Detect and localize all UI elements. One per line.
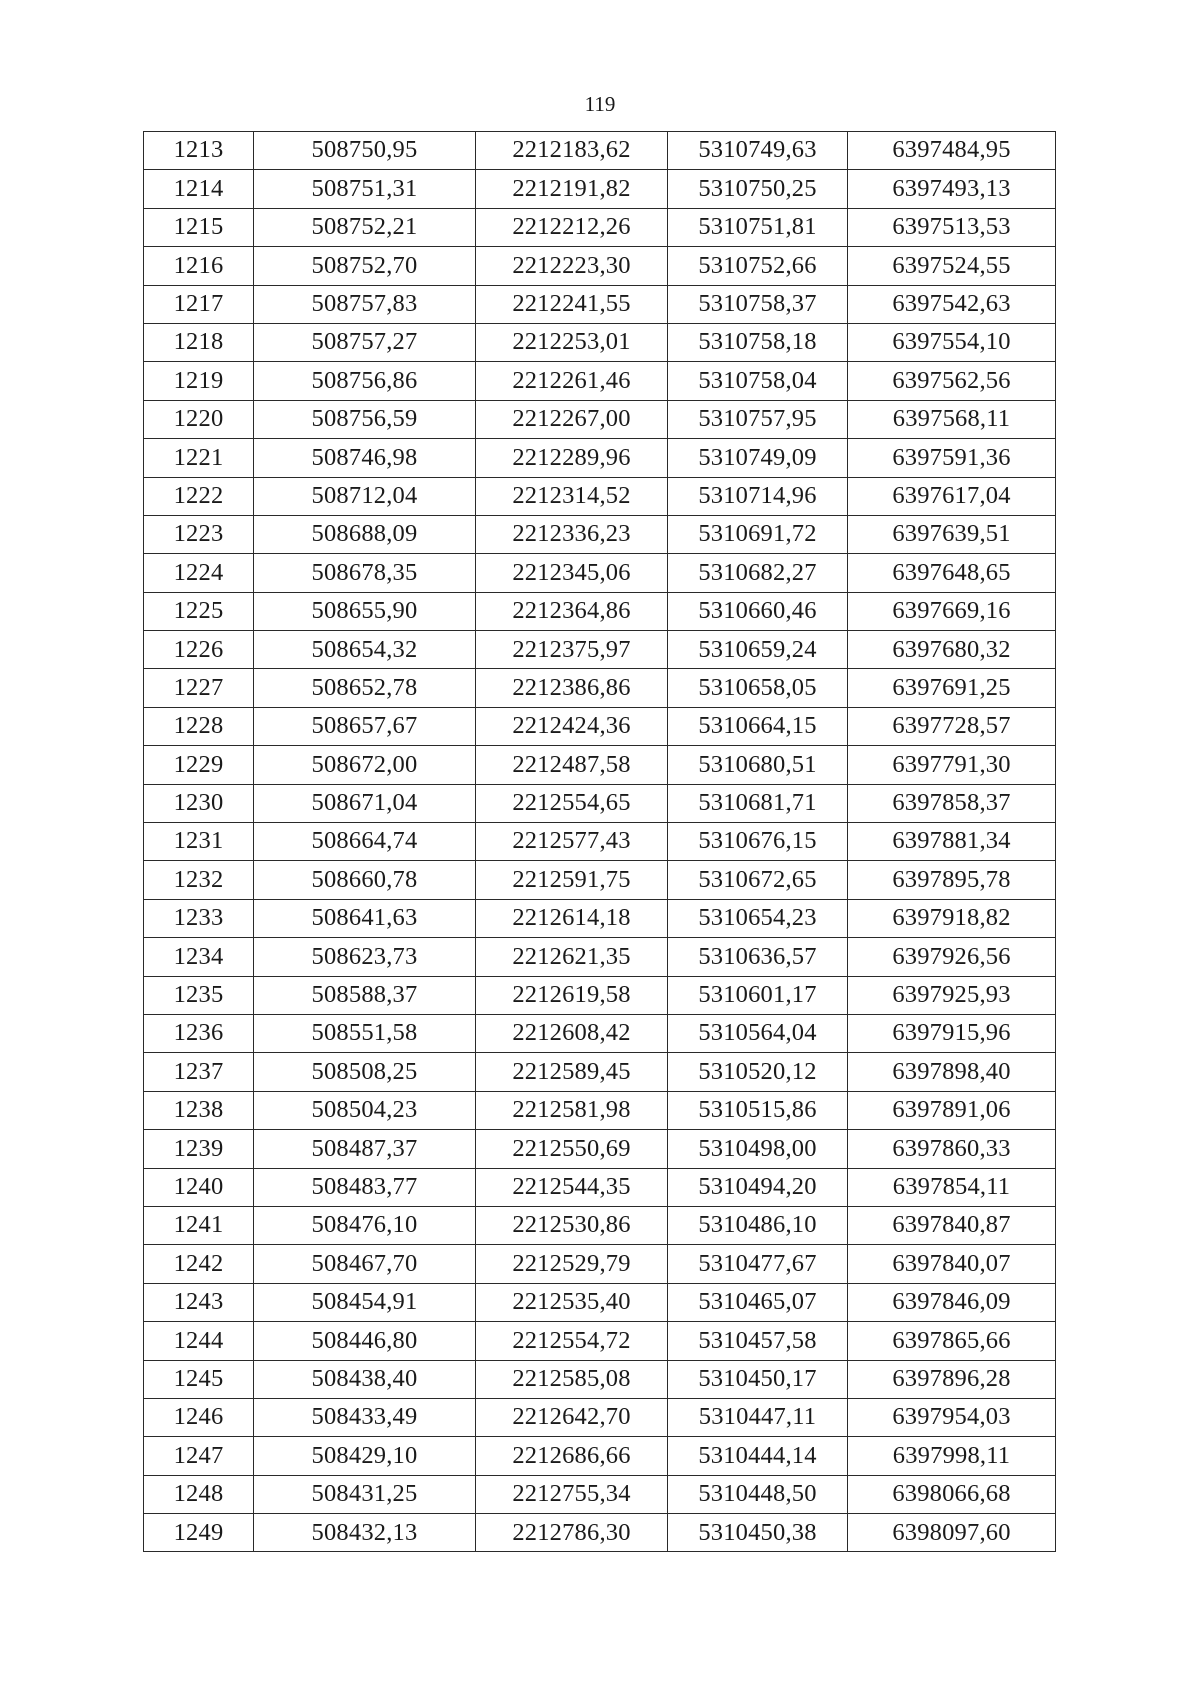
y2-coordinate-cell: 6397648,65 [848, 554, 1056, 592]
y-coordinate-cell: 2212614,18 [476, 899, 668, 937]
y-coordinate-cell: 2212375,97 [476, 631, 668, 669]
table-row [144, 1437, 1056, 1475]
table-row [144, 1514, 1056, 1552]
y-coordinate-cell: 2212267,00 [476, 400, 668, 438]
x-coordinate-cell: 508446,80 [254, 1322, 476, 1360]
y-coordinate-cell: 2212289,96 [476, 439, 668, 477]
y-coordinate-cell: 2212554,65 [476, 784, 668, 822]
x2-coordinate-cell: 5310658,05 [668, 669, 848, 707]
page-number: 119 [584, 92, 616, 116]
y-coordinate-cell: 2212581,98 [476, 1091, 668, 1129]
x2-coordinate-cell: 5310752,66 [668, 247, 848, 285]
y-coordinate-cell: 2212364,86 [476, 592, 668, 630]
point-number-cell: 1218 [144, 323, 254, 361]
point-number-cell: 1215 [144, 208, 254, 246]
point-number-cell: 1227 [144, 669, 254, 707]
x-coordinate-cell: 508757,83 [254, 285, 476, 323]
x-coordinate-cell: 508476,10 [254, 1206, 476, 1244]
y2-coordinate-cell: 6397895,78 [848, 861, 1056, 899]
y-coordinate-cell: 2212261,46 [476, 362, 668, 400]
x-coordinate-cell: 508504,23 [254, 1091, 476, 1129]
x-coordinate-cell: 508654,32 [254, 631, 476, 669]
table-row [144, 1091, 1056, 1129]
x2-coordinate-cell: 5310758,04 [668, 362, 848, 400]
table-row [144, 899, 1056, 937]
x-coordinate-cell: 508623,73 [254, 938, 476, 976]
table-row [144, 669, 1056, 707]
y2-coordinate-cell: 6397568,11 [848, 400, 1056, 438]
point-number-cell: 1222 [144, 477, 254, 515]
y-coordinate-cell: 2212487,58 [476, 746, 668, 784]
y2-coordinate-cell: 6397513,53 [848, 208, 1056, 246]
y-coordinate-cell: 2212345,06 [476, 554, 668, 592]
x2-coordinate-cell: 5310749,09 [668, 439, 848, 477]
table-row [144, 1014, 1056, 1052]
y2-coordinate-cell: 6397846,09 [848, 1283, 1056, 1321]
table-row [144, 1283, 1056, 1321]
y2-coordinate-cell: 6397680,32 [848, 631, 1056, 669]
y-coordinate-cell: 2212550,69 [476, 1130, 668, 1168]
point-number-cell: 1236 [144, 1014, 254, 1052]
y-coordinate-cell: 2212577,43 [476, 823, 668, 861]
x2-coordinate-cell: 5310714,96 [668, 477, 848, 515]
y-coordinate-cell: 2212621,35 [476, 938, 668, 976]
point-number-cell: 1220 [144, 400, 254, 438]
x-coordinate-cell: 508678,35 [254, 554, 476, 592]
x-coordinate-cell: 508664,74 [254, 823, 476, 861]
x-coordinate-cell: 508757,27 [254, 323, 476, 361]
x-coordinate-cell: 508671,04 [254, 784, 476, 822]
point-number-cell: 1244 [144, 1322, 254, 1360]
point-number-cell: 1240 [144, 1168, 254, 1206]
x2-coordinate-cell: 5310444,14 [668, 1437, 848, 1475]
table-row [144, 208, 1056, 246]
y-coordinate-cell: 2212212,26 [476, 208, 668, 246]
x-coordinate-cell: 508750,95 [254, 132, 476, 170]
point-number-cell: 1214 [144, 170, 254, 208]
table-row [144, 1053, 1056, 1091]
x-coordinate-cell: 508660,78 [254, 861, 476, 899]
point-number-cell: 1248 [144, 1475, 254, 1513]
table-row [144, 132, 1056, 170]
x-coordinate-cell: 508756,59 [254, 400, 476, 438]
y-coordinate-cell: 2212386,86 [476, 669, 668, 707]
x2-coordinate-cell: 5310477,67 [668, 1245, 848, 1283]
table-row [144, 285, 1056, 323]
y2-coordinate-cell: 6397840,87 [848, 1206, 1056, 1244]
y-coordinate-cell: 2212314,52 [476, 477, 668, 515]
x2-coordinate-cell: 5310664,15 [668, 707, 848, 745]
y-coordinate-cell: 2212786,30 [476, 1514, 668, 1552]
x2-coordinate-cell: 5310486,10 [668, 1206, 848, 1244]
table-row [144, 439, 1056, 477]
table-row [144, 592, 1056, 630]
x2-coordinate-cell: 5310494,20 [668, 1168, 848, 1206]
x2-coordinate-cell: 5310676,15 [668, 823, 848, 861]
x-coordinate-cell: 508752,70 [254, 247, 476, 285]
y-coordinate-cell: 2212585,08 [476, 1360, 668, 1398]
y-coordinate-cell: 2212191,82 [476, 170, 668, 208]
x-coordinate-cell: 508508,25 [254, 1053, 476, 1091]
y2-coordinate-cell: 6398097,60 [848, 1514, 1056, 1552]
point-number-cell: 1233 [144, 899, 254, 937]
x2-coordinate-cell: 5310448,50 [668, 1475, 848, 1513]
x-coordinate-cell: 508438,40 [254, 1360, 476, 1398]
x2-coordinate-cell: 5310450,38 [668, 1514, 848, 1552]
x-coordinate-cell: 508588,37 [254, 976, 476, 1014]
y2-coordinate-cell: 6397865,66 [848, 1322, 1056, 1360]
coordinates-table-body [144, 132, 1056, 1552]
y2-coordinate-cell: 6397791,30 [848, 746, 1056, 784]
y2-coordinate-cell: 6397881,34 [848, 823, 1056, 861]
x-coordinate-cell: 508432,13 [254, 1514, 476, 1552]
x2-coordinate-cell: 5310498,00 [668, 1130, 848, 1168]
x2-coordinate-cell: 5310758,18 [668, 323, 848, 361]
y2-coordinate-cell: 6397896,28 [848, 1360, 1056, 1398]
x-coordinate-cell: 508655,90 [254, 592, 476, 630]
x2-coordinate-cell: 5310660,46 [668, 592, 848, 630]
y2-coordinate-cell: 6397639,51 [848, 515, 1056, 553]
y-coordinate-cell: 2212183,62 [476, 132, 668, 170]
y2-coordinate-cell: 6397898,40 [848, 1053, 1056, 1091]
y2-coordinate-cell: 6397860,33 [848, 1130, 1056, 1168]
y-coordinate-cell: 2212535,40 [476, 1283, 668, 1321]
y-coordinate-cell: 2212755,34 [476, 1475, 668, 1513]
x-coordinate-cell: 508746,98 [254, 439, 476, 477]
table-row [144, 247, 1056, 285]
point-number-cell: 1225 [144, 592, 254, 630]
x-coordinate-cell: 508751,31 [254, 170, 476, 208]
y2-coordinate-cell: 6397925,93 [848, 976, 1056, 1014]
y-coordinate-cell: 2212241,55 [476, 285, 668, 323]
point-number-cell: 1243 [144, 1283, 254, 1321]
x2-coordinate-cell: 5310520,12 [668, 1053, 848, 1091]
x2-coordinate-cell: 5310758,37 [668, 285, 848, 323]
point-number-cell: 1230 [144, 784, 254, 822]
y2-coordinate-cell: 6397954,03 [848, 1398, 1056, 1436]
x-coordinate-cell: 508672,00 [254, 746, 476, 784]
y-coordinate-cell: 2212554,72 [476, 1322, 668, 1360]
point-number-cell: 1232 [144, 861, 254, 899]
point-number-cell: 1221 [144, 439, 254, 477]
x2-coordinate-cell: 5310457,58 [668, 1322, 848, 1360]
y2-coordinate-cell: 6397891,06 [848, 1091, 1056, 1129]
x-coordinate-cell: 508688,09 [254, 515, 476, 553]
x-coordinate-cell: 508454,91 [254, 1283, 476, 1321]
point-number-cell: 1246 [144, 1398, 254, 1436]
x2-coordinate-cell: 5310757,95 [668, 400, 848, 438]
table-row [144, 323, 1056, 361]
x2-coordinate-cell: 5310682,27 [668, 554, 848, 592]
y2-coordinate-cell: 6397915,96 [848, 1014, 1056, 1052]
table-row [144, 1168, 1056, 1206]
y2-coordinate-cell: 6397617,04 [848, 477, 1056, 515]
y-coordinate-cell: 2212608,42 [476, 1014, 668, 1052]
table-row [144, 1206, 1056, 1244]
x2-coordinate-cell: 5310751,81 [668, 208, 848, 246]
y2-coordinate-cell: 6397926,56 [848, 938, 1056, 976]
table-row [144, 976, 1056, 1014]
x-coordinate-cell: 508752,21 [254, 208, 476, 246]
point-number-cell: 1213 [144, 132, 254, 170]
table-row [144, 477, 1056, 515]
table-row [144, 515, 1056, 553]
y2-coordinate-cell: 6397669,16 [848, 592, 1056, 630]
y2-coordinate-cell: 6397484,95 [848, 132, 1056, 170]
y2-coordinate-cell: 6397554,10 [848, 323, 1056, 361]
table-row [144, 1398, 1056, 1436]
point-number-cell: 1219 [144, 362, 254, 400]
y-coordinate-cell: 2212529,79 [476, 1245, 668, 1283]
point-number-cell: 1245 [144, 1360, 254, 1398]
y-coordinate-cell: 2212424,36 [476, 707, 668, 745]
y2-coordinate-cell: 6397562,56 [848, 362, 1056, 400]
y-coordinate-cell: 2212223,30 [476, 247, 668, 285]
table-row [144, 1475, 1056, 1513]
table-row [144, 1322, 1056, 1360]
y-coordinate-cell: 2212591,75 [476, 861, 668, 899]
table-row [144, 707, 1056, 745]
y-coordinate-cell: 2212642,70 [476, 1398, 668, 1436]
point-number-cell: 1237 [144, 1053, 254, 1091]
point-number-cell: 1234 [144, 938, 254, 976]
y2-coordinate-cell: 6397998,11 [848, 1437, 1056, 1475]
x2-coordinate-cell: 5310636,57 [668, 938, 848, 976]
table-row [144, 1130, 1056, 1168]
table-row [144, 631, 1056, 669]
table-row [144, 362, 1056, 400]
x2-coordinate-cell: 5310681,71 [668, 784, 848, 822]
y2-coordinate-cell: 6397524,55 [848, 247, 1056, 285]
y2-coordinate-cell: 6397542,63 [848, 285, 1056, 323]
table-row [144, 938, 1056, 976]
y2-coordinate-cell: 6397728,57 [848, 707, 1056, 745]
y2-coordinate-cell: 6397918,82 [848, 899, 1056, 937]
x-coordinate-cell: 508431,25 [254, 1475, 476, 1513]
point-number-cell: 1239 [144, 1130, 254, 1168]
point-number-cell: 1229 [144, 746, 254, 784]
point-number-cell: 1247 [144, 1437, 254, 1475]
x2-coordinate-cell: 5310654,23 [668, 899, 848, 937]
table-row [144, 746, 1056, 784]
table-row [144, 823, 1056, 861]
y-coordinate-cell: 2212619,58 [476, 976, 668, 1014]
x-coordinate-cell: 508429,10 [254, 1437, 476, 1475]
y-coordinate-cell: 2212336,23 [476, 515, 668, 553]
table-row [144, 170, 1056, 208]
x2-coordinate-cell: 5310447,11 [668, 1398, 848, 1436]
x-coordinate-cell: 508487,37 [254, 1130, 476, 1168]
y2-coordinate-cell: 6397591,36 [848, 439, 1056, 477]
y-coordinate-cell: 2212544,35 [476, 1168, 668, 1206]
coordinates-table [143, 131, 1056, 1552]
point-number-cell: 1217 [144, 285, 254, 323]
x-coordinate-cell: 508483,77 [254, 1168, 476, 1206]
point-number-cell: 1235 [144, 976, 254, 1014]
y-coordinate-cell: 2212589,45 [476, 1053, 668, 1091]
x-coordinate-cell: 508712,04 [254, 477, 476, 515]
x-coordinate-cell: 508652,78 [254, 669, 476, 707]
y-coordinate-cell: 2212686,66 [476, 1437, 668, 1475]
x2-coordinate-cell: 5310749,63 [668, 132, 848, 170]
x-coordinate-cell: 508467,70 [254, 1245, 476, 1283]
y2-coordinate-cell: 6397854,11 [848, 1168, 1056, 1206]
table-row [144, 1245, 1056, 1283]
x-coordinate-cell: 508433,49 [254, 1398, 476, 1436]
y-coordinate-cell: 2212253,01 [476, 323, 668, 361]
x2-coordinate-cell: 5310659,24 [668, 631, 848, 669]
table-row [144, 861, 1056, 899]
x2-coordinate-cell: 5310450,17 [668, 1360, 848, 1398]
y2-coordinate-cell: 6397493,13 [848, 170, 1056, 208]
x-coordinate-cell: 508756,86 [254, 362, 476, 400]
x-coordinate-cell: 508551,58 [254, 1014, 476, 1052]
point-number-cell: 1226 [144, 631, 254, 669]
x2-coordinate-cell: 5310680,51 [668, 746, 848, 784]
y2-coordinate-cell: 6397840,07 [848, 1245, 1056, 1283]
point-number-cell: 1223 [144, 515, 254, 553]
table-row [144, 784, 1056, 822]
x2-coordinate-cell: 5310672,65 [668, 861, 848, 899]
table-row [144, 554, 1056, 592]
x2-coordinate-cell: 5310515,86 [668, 1091, 848, 1129]
x-coordinate-cell: 508641,63 [254, 899, 476, 937]
point-number-cell: 1238 [144, 1091, 254, 1129]
x2-coordinate-cell: 5310564,04 [668, 1014, 848, 1052]
y2-coordinate-cell: 6397691,25 [848, 669, 1056, 707]
point-number-cell: 1224 [144, 554, 254, 592]
x2-coordinate-cell: 5310601,17 [668, 976, 848, 1014]
point-number-cell: 1249 [144, 1514, 254, 1552]
x-coordinate-cell: 508657,67 [254, 707, 476, 745]
point-number-cell: 1228 [144, 707, 254, 745]
point-number-cell: 1216 [144, 247, 254, 285]
y2-coordinate-cell: 6397858,37 [848, 784, 1056, 822]
point-number-cell: 1242 [144, 1245, 254, 1283]
y-coordinate-cell: 2212530,86 [476, 1206, 668, 1244]
x2-coordinate-cell: 5310465,07 [668, 1283, 848, 1321]
point-number-cell: 1241 [144, 1206, 254, 1244]
table-row [144, 400, 1056, 438]
point-number-cell: 1231 [144, 823, 254, 861]
x2-coordinate-cell: 5310750,25 [668, 170, 848, 208]
y2-coordinate-cell: 6398066,68 [848, 1475, 1056, 1513]
x2-coordinate-cell: 5310691,72 [668, 515, 848, 553]
table-row [144, 1360, 1056, 1398]
